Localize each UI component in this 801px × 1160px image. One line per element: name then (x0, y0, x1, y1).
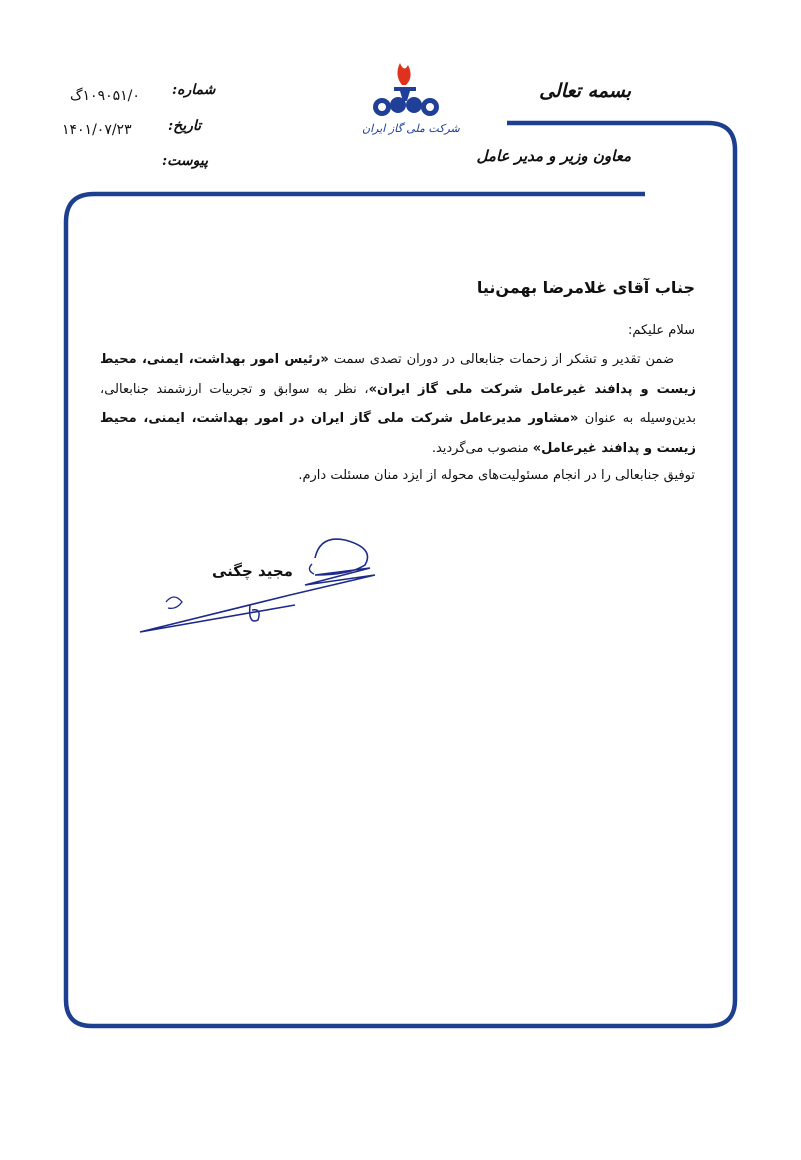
letter-body (100, 345, 696, 463)
body-text: منصوب می‌گردید. (431, 440, 533, 456)
signer-name: مجید چگنی (212, 562, 293, 580)
previous-position: «رئیس امور بهداشت، ایمنی، محیط زیست و پدافند غیرعامل شرکت ملی گاز ایران» (100, 352, 696, 397)
attachment-label: پیوست: (162, 153, 208, 169)
new-position: «مشاور مدیرعامل شرکت ملی گاز ایران در امور بهداشت، ایمنی، محیط زیست و پدافند غیرعامل» (100, 411, 696, 456)
office-title: معاون وزیر و مدیر عامل (476, 147, 631, 165)
date-value: ۱۴۰۱/۰۷/۲۳ (62, 122, 132, 138)
date-label: تاریخ: (168, 118, 202, 134)
bismillah-heading: بسمه تعالی (539, 80, 631, 102)
body-text: ، نظر به سوابق و تجربیات ارزشمند جنابعالی، بدین‌وسیله به عنوان (100, 381, 696, 426)
greeting: سلام علیکم: (627, 323, 695, 338)
recipient: جناب آقای غلامرضا بهمن‌نیا (476, 278, 695, 297)
closing: توفیق جنابعالی را در انجام مسئولیت‌های محوله از ایزد منان مسئلت دارم. (298, 468, 695, 483)
nigc-logo-icon (360, 55, 450, 150)
body-text: ضمن تقدیر و تشکر از زحمات جنابعالی در دوران تصدی سمت (328, 352, 674, 367)
signature-icon (130, 530, 390, 640)
number-value: ۱۰۹۰۵۱/۰گ (70, 88, 140, 104)
logo-text: شرکت ملی گاز ایران (362, 122, 460, 135)
number-label: شماره: (172, 82, 216, 98)
company-logo (360, 55, 450, 150)
